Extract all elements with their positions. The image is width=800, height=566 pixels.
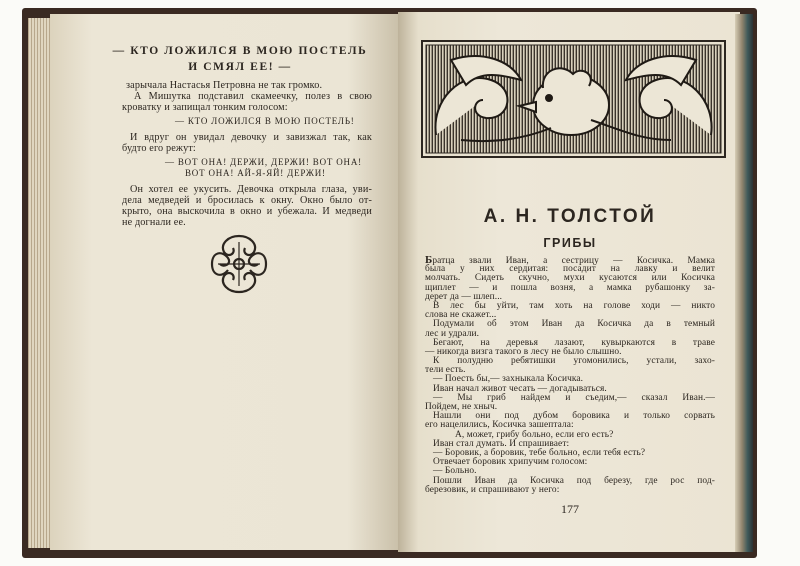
text-line: — ВОТ ОНА! ДЕРЖИ, ДЕРЖИ! ВОТ ОНА! [165, 157, 362, 167]
text-line: дела медведей и бросилась к окну. Окно было от- [122, 195, 372, 206]
drop-cap-letter: Б [425, 254, 433, 266]
story-title: ГРИБЫ [543, 236, 597, 250]
chapter-heading-line-1: — КТО ЛОЖИЛСЯ В МОЮ ПОСТЕЛЬ [112, 45, 368, 57]
text-line: — Поесть бы,— захныкала Косичка. [433, 374, 584, 385]
text-line: Он хотел ее укусить. Девочка открыла глаза, уви- [130, 184, 372, 195]
text-line: будто его режут: [122, 143, 196, 154]
text-line: тели есть. [425, 365, 466, 376]
text-line: березовик, и спрашивают у него: [425, 484, 560, 495]
text-line: Иван начал живот чесать — догадываться. [433, 383, 607, 394]
chapter-heading-line-2: И СМЯЛ ЕЕ! — [188, 61, 292, 73]
text-line: В лес бы уйти, там хоть на голове ходи — никто [433, 300, 715, 311]
text-line: дерет да — шлеп... [425, 291, 503, 302]
text-line: щиплет — и пошла возня, а мамка рубашонку за- [425, 282, 715, 293]
text-line: — Боровик, а боровик, тебе больно, если тебя есть? [433, 447, 646, 458]
text-line: Отвечает боровик хрипучим голосом: [433, 457, 588, 468]
text-line: слова не скажет... [425, 310, 497, 321]
text-line: не догнали ее. [122, 217, 186, 228]
text-line: зарычала Настасья Петровна не так громко. [126, 80, 323, 91]
text-line: — КТО ЛОЖИЛСЯ В МОЮ ПОСТЕЛЬ! [175, 116, 355, 126]
story-text [425, 256, 715, 495]
text-line: Бегают, на деревья лазают, кувыркаются в траве [433, 337, 715, 348]
text-line-content: ратца звали Иван, а сестрицу — Косичка. Мамка [432, 256, 715, 266]
text-line: — никогда визга такого в лесу не было слышно. [425, 346, 622, 357]
text-line: — Больно. [433, 466, 477, 477]
page-stack-right [735, 14, 753, 552]
text-line: А, может, грибу больно, если его есть? [455, 429, 614, 440]
text-line: молчать. Сидеть скучно, мухи кусаются или Косичка [425, 273, 715, 284]
text-line: Иван стал думать. И спрашивает: [433, 438, 570, 449]
text-line: И вдруг он увидал девочку и завизжал так, как [130, 132, 372, 143]
author-name: А. Н. ТОЛСТОЙ [483, 206, 657, 227]
text-line: кроватку и запищал тонким голосом: [122, 102, 288, 113]
decorative-headpiece-rooster-icon [421, 40, 726, 158]
text-line: ВОТ ОНА! АЙ-Я-ЯЙ! ДЕРЖИ! [185, 168, 326, 178]
text-line: Нашли они под дубом боровика и только сорвать [433, 411, 715, 422]
text-line: была у них сердитая: посадит на лавку и велит [425, 264, 715, 275]
text-line: Пойдем, не хныч. [425, 402, 498, 412]
text-line: А Мишутка подставил скамеечку, полез в свою [134, 91, 372, 102]
text-line: — Мы гриб найдем и съедим,— сказал Иван.— [433, 392, 715, 403]
text-line: К полудню ребятишки угомонились, устали, захо- [433, 356, 715, 367]
text-line: крыто, она выскочила в окно и убежала. И медведи [122, 206, 372, 217]
text-line: лес и удрали. [425, 328, 480, 339]
text-line: Подумали об этом Иван да Косичка да в темный [433, 319, 715, 330]
text-line: его нацелились, Косичка зашептала: [425, 420, 574, 431]
floral-ornament-icon [208, 232, 270, 296]
page-number: 177 [561, 502, 579, 516]
text-line: Пошли Иван да Косичка под березу, где рос под- [433, 475, 715, 486]
